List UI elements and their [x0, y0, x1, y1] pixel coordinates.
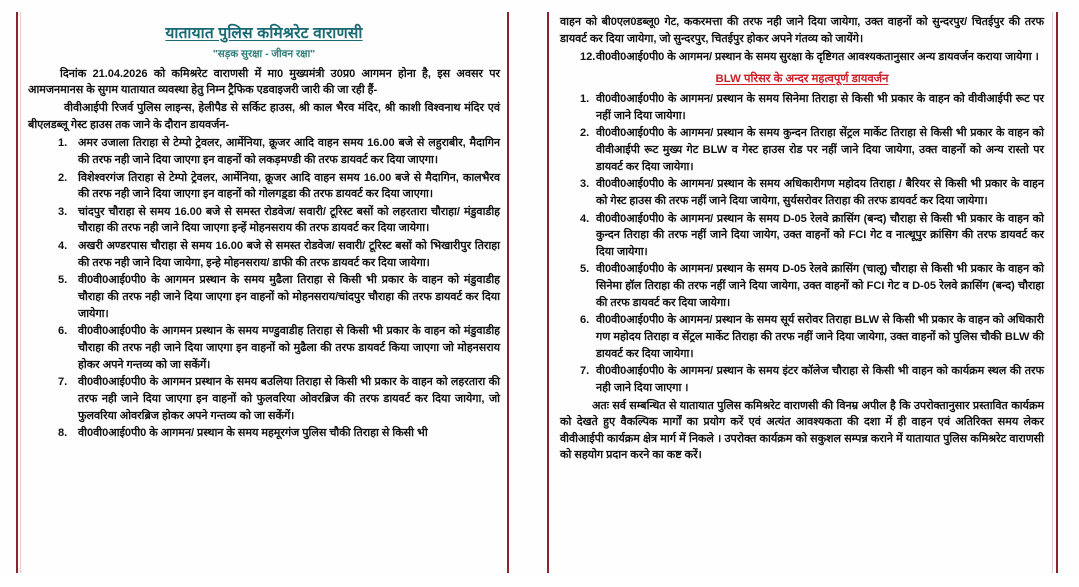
list-item: वी0वी0आई0पी0 के आगमन प्रस्थान के समय मण्डुवाडीह तिराहा से किसी भी प्रकार के वाहन को मंडुवाडीह चौराहा की तरफ नही जाने दिया जाएगा इन वाहनों को मुढैला की तरफ डायवर्ट किया जाएगा जो मोहनसराय होकर अपने गन्तव्य को जा सकेंगें। — [78, 325, 500, 371]
list-item: वी0वी0आई0पी0 के आगमन/ प्रस्थान के समय सूर्य सरोवर तिराहा BLW से किसी भी प्रकार के वाहन को अधिकारी गण महोदय तिराहा व सेंट्रल मार्केट तिराहा की तरफ नहीं जाने दिया जायेगा, उक्त वाहनों को पुलिस चौकी BLW की डायवर्ट कर दिया जायेगा। — [596, 314, 1044, 360]
list-item: वी0वी0आई0पी0 के आगमन/ प्रस्थान के समय D-05 रेलवे क्रासिंग (चालू) चौराहा से किसी भी प्रकार के वाहन को सिनेमा हॉल तिराहा की तरफ नहीं जाने दिया जायेगा, उक्त वाहनों को FCI गेट व D-05 रेलवे क्रासिंग (बन्द) चौराहा की तरफ डायवर्ट कर दिया जायेगा। — [596, 263, 1044, 309]
page-border-right-thin-rule — [1052, 12, 1053, 573]
route-paragraph: वीवीआईपी रिजर्व पुलिस लाइन्स, हेलीपैड से सर्किट हाउस, श्री काल भैरव मंदिर, श्री काशी विश्वनाथ मंदिर एवं बीएलडब्लू गेस्ट हाउस तक जाने के दौरान डायवर्जन- — [28, 101, 500, 131]
page-border-right-rule — [1056, 12, 1058, 573]
page-right-content — [560, 14, 1044, 575]
blw-section-heading: BLW परिसर के अन्दर महत्वपूर्ण डायवर्जन — [715, 72, 889, 85]
blw-diversion-list — [560, 91, 1044, 397]
page-left-content — [28, 14, 500, 575]
document-page-right — [528, 0, 1079, 575]
list-item: वी0वी0आई0पी0 के आगमन/ प्रस्थान के समय अधिकारीगण महोदय तिराहा / बैरियर से किसी भी प्रकार के वाहन को गेस्ट हाउस की तरफ नहीं जाने दिया जायेगा, सुर्यसरोवर तिराहा की तरफ डायवर्ट कर दिया जायेगा। — [596, 178, 1044, 207]
list-item: वी0वी0आई0पी0 के आगमन/ प्रस्थान के समय D-05 रेलवे क्रासिंग (बन्द) चौराहा से किसी भी प्रकार के वाहन को कुन्दन तिराहा की तरफ नहीं जाने दिया जायेग, उक्त वाहनों को FCI गेट व नात्थूपुर क्रांसिग की तरफ डायवर्ट कर दिया जायेगा। — [596, 212, 1044, 258]
list-item: वी0वी0आई0पी0 के आगमन/ प्रस्थान के समय महमूरगंज पुलिस चौकी तिराहा से किसी भी — [78, 427, 428, 440]
document-title: यातायात पुलिस कमिश्ररेट वाराणसी — [165, 25, 363, 42]
list-item: वी0वी0आई0पी0 के आगमन/ प्रस्थान के समय सिनेमा तिराहा से किसी भी प्रकार के वाहन को वीवीआईपी रूट पर नहीं जाने दिया जायेगा। — [596, 93, 1044, 122]
list-item: अखरी अण्डरपास चौराहा से समय 16.00 बजे से समस्त रोडवेज/ सवारी/ टूरिस्ट बसों को भिखारीपुर तिराहा की तरफ नही जाने दिया जायेगा, इन्हे मोहनसराय/ डाफी की तरफ डायवर्ट कर दिया जायेगा। — [78, 240, 500, 269]
document-page-left — [0, 0, 528, 575]
list-item: वी0वी0आई0पी0 के आगमन प्रस्थान के समय मुढैला तिराहा से किसी भी प्रकार के वाहन को मंडुवाडीह चौराहा की तरफ नही जाने दिया जाएगा इन वाहनों को मोहनसराय/चांदपुर चौराहा की तरफ डायवर्ट कर दिया जायेगा। — [78, 274, 500, 320]
list-item: वी0वी0आई0पी0 के आगमन/ प्रस्थान के समय इंटर कॉलेज चौराहा से किसी भी वाहन को कार्यक्रम स्थल की तरफ नही जाने दिया जाएगा । — [596, 365, 1044, 394]
page-border-right-rule — [507, 12, 509, 573]
list-item: वी0वी0आई0पी0 के आगमन/ प्रस्थान के समय कुन्दन तिराहा सेंट्रल मार्केट तिराहा से किसी भी प्रकार के वाहन को वीवीआईपी रूट मुख्य गेट BLW व गेस्ट हाउस रोड पर नहीं जाने दिया जायेगा, उक्त वाहनों को अन्य रास्तो पर डायवर्ट कर दिया जायेगा। — [596, 127, 1044, 173]
continued-item-text: वाहन को बी0एल0डब्लू0 गेट, ककरमत्ता की तरफ नही जाने दिया जायेगा, उक्त वाहनों को सुन्दरपुर/ चितईपुर की तरफ डायवर्ट कर दिया जायेगा, जो सुन्दरपुर, चितईपुर होकर अपने गंतव्य को जायेंगे। — [560, 16, 1044, 45]
bottom-clip-strip — [0, 575, 1079, 587]
list-item: विशेश्वरगंज तिराहा से टेम्पो ट्रेवलर, आर्मेनिया, क्रूजर आदि वाहन समय 16.00 बजे से मैदागिन, कालभैरव की तरफ नही जाने दिया जाएगा इन वाहनों को गोलगड़्डा की तरफ डायवर्ट कर दिया जाएगा। — [78, 171, 500, 201]
right-continued-list — [560, 49, 1044, 66]
page-border-left-rule — [16, 12, 18, 573]
page-border-left-thin-rule — [20, 12, 21, 573]
list-item: अमर उजाला तिराहा से टेम्पो ट्रेवलर, आर्मेनिया, क्रूजर आदि वाहन समय 16.00 बजे से लहुराबीर, मैदागिन की तरफ नही जाने दिया जाएगा इन वाहनों को लकड़मण्डी की तरफ डायवर्ट कर दिया जाएगा। — [78, 137, 500, 166]
list-item: चांदपुर चौराहा से समय 16.00 बजे से समस्त रोडवेज/ सवारी/ टूरिस्ट बसों को लहरतारा चौराहा/ मंडुवाडीह चौराहा की तरफ नही जाने दिया जाएगा इन्हें मोहनसराय की तरफ डायवर्ट कर दिया जायेगा। — [78, 205, 500, 235]
list-item: वी0वी0आई0पी0 के आगमन/ प्रस्थान के समय सुरक्षा के दृष्टिगत आवश्यकतानुसार अन्य डायवर्जन कराया जायेगा । — [596, 51, 1039, 64]
intro-paragraph: दिनांक 21.04.2026 को कमिश्ररेट वाराणसी में मा0 मुख्यमंत्री उ0प्र0 आगमन होना है, इस अवसर पर आमजनमानस के सुगम यातायात व्यवस्था हेतु निम्न ट्रैफिक एडवाइजरी जारी की जा रही हैं- — [28, 67, 500, 97]
list-item: वी0वी0आई0पी0 के आगमन प्रस्थान के समय बउलिया तिराहा से किसी भी प्रकार के वाहन को लहरतारा की तरफ नही जाने दिया जाएगा इन वाहनों को फुलवरिया ओवरब्रिज की तरफ डायवर्ट कर दिया जायेगा, जो फुलवरिया ओवरब्रिज होकर अपने गन्तव्य को जा सकेंगें। — [78, 376, 500, 422]
closing-paragraph: अतः सर्व सम्बन्धित से यातायात पुलिस कमिश्ररेट वाराणसी की विनम्र अपील है कि उपरोक्तानुसार प्रस्तावित कार्यक्रम को देखते हुए वैकल्पिक मार्गों का प्रयोग करें एवं अत्यंत आवश्यकता की दशा में ही वाहन एवं अतिरिक्त समय लेकर वीवीआईपी कार्यक्रम क्षेत्र मार्ग में निकले । उपरोक्त कार्यक्रम को सकुशल सम्पन्न कराने में यातायात पुलिस कमिश्ररेट वाराणसी को सहयोग प्रदान करने का कष्ट करें। — [560, 399, 1044, 462]
document-subtitle-slogan: "सड़क सुरक्षा - जीवन रक्षा" — [212, 49, 316, 61]
left-diversion-list — [28, 135, 500, 442]
clipped-header-remnant — [28, 14, 500, 21]
page-border-left-rule — [547, 12, 549, 573]
